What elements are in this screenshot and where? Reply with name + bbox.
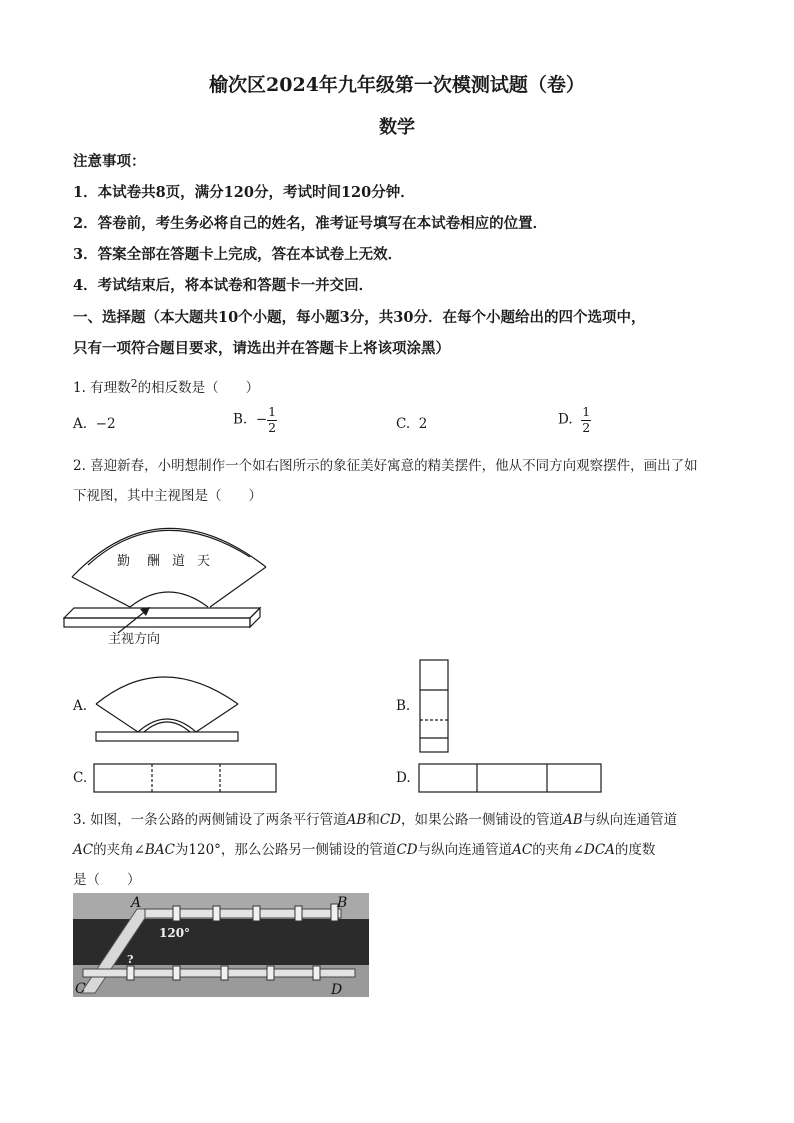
- q2-option-b-label: B.: [396, 698, 411, 714]
- q3-text: 3. 如图，一条公路的两侧铺设了两条平行管道: [73, 812, 347, 828]
- section-heading-line2: 只有一项符合题目要求，请选出并在答题卡上将该项涂黑）: [73, 340, 450, 357]
- notice-item-4: 4．考试结束后，将本试卷和答题卡一并交回．: [73, 277, 374, 294]
- q1-prefix: 1. 有理数: [73, 380, 131, 396]
- question-2-line2: 下视图，其中主视图是（ ）: [73, 488, 262, 504]
- minus-sign: −: [255, 411, 268, 428]
- q3-text: 的夹角: [532, 842, 573, 858]
- exam-title: 榆次区2024年九年级第一次模测试题（卷）: [209, 74, 585, 96]
- numerator: 1: [268, 404, 277, 419]
- var-ab: AB: [563, 812, 583, 828]
- q2-option-c-figure: [92, 762, 278, 794]
- fan-char-2: 酬: [147, 554, 161, 569]
- q1-option-c: [396, 416, 427, 432]
- option-value: −2: [95, 416, 116, 432]
- option-label: C.: [396, 416, 411, 432]
- question-2-line1: 2. 喜迎新春，小明想制作一个如右图所示的象征美好寓意的精美摆件，他从不同方向观察摆件，画出了如: [73, 458, 698, 474]
- numerator: 1: [582, 404, 591, 419]
- q1-suffix: 的相反数是（ ）: [137, 380, 260, 396]
- photo-unknown-label: ?: [127, 953, 134, 966]
- q1-number: 2: [130, 377, 138, 390]
- denominator: 2: [582, 419, 591, 435]
- q2-option-d-label: D.: [396, 770, 411, 786]
- q1-option-d: [558, 406, 591, 434]
- option-label: A.: [73, 416, 88, 432]
- q2-option-c-label: C.: [73, 770, 88, 786]
- q3-text: 与纵向连通管道: [582, 812, 678, 828]
- var-ac: AC: [512, 842, 533, 858]
- fraction: [581, 406, 591, 434]
- question-3-line2: [73, 838, 655, 858]
- q1-option-b: [233, 406, 277, 434]
- angle-bac: ∠BAC: [133, 842, 175, 858]
- q2-option-a-label: A.: [73, 698, 88, 714]
- notice-item-2: 2．答卷前，考生务必将自己的姓名，准考证号填写在本试卷相应的位置．: [73, 215, 548, 232]
- q3-text: ，如果公路一侧铺设的管道: [401, 812, 563, 828]
- notice-item-1: 1．本试卷共8页，满分120分，考试时间120分钟．: [73, 184, 415, 201]
- q2-option-d-figure: [417, 762, 603, 794]
- q3-text: 与纵向连通管道: [417, 842, 513, 858]
- photo-label-d: D: [331, 982, 343, 997]
- photo-angle-label: 120°: [159, 926, 191, 940]
- q3-text: 为120°，那么公路另一侧铺设的管道: [174, 842, 397, 858]
- var-cd: CD: [396, 842, 418, 858]
- var-cd: CD: [379, 812, 401, 828]
- denominator: 2: [268, 419, 277, 435]
- option-label: D.: [558, 411, 573, 428]
- q3-text: 的度数: [614, 842, 656, 858]
- fraction: [267, 406, 277, 434]
- question-3-line3: 是（ ）: [73, 872, 141, 888]
- photo-label-a: A: [131, 895, 142, 911]
- question-1-stem: [73, 376, 259, 396]
- q3-text: 的夹角: [93, 842, 134, 858]
- option-value: 2: [418, 416, 428, 432]
- photo-label-c: C: [75, 981, 86, 997]
- q3-text: 和: [366, 812, 380, 828]
- direction-label: 主视方向: [108, 632, 161, 647]
- notice-heading: 注意事项：: [73, 153, 146, 170]
- question-3-line1: [73, 808, 677, 828]
- photo-label-b: B: [337, 895, 348, 911]
- q2-option-a-figure: [92, 668, 242, 746]
- fan-char-3: 道: [172, 554, 186, 569]
- q2-option-b-figure: [416, 658, 452, 754]
- fan-char-4: 天: [197, 554, 211, 569]
- angle-dca: ∠DCA: [572, 842, 615, 858]
- var-ab: AB: [346, 812, 367, 828]
- fan-char-1: 勤: [117, 554, 131, 569]
- option-label: B.: [233, 411, 248, 428]
- q1-option-a: [73, 416, 116, 432]
- pipes-road-photo: [73, 893, 369, 997]
- var-ac: AC: [73, 842, 94, 858]
- subject-title: 数学: [379, 117, 415, 138]
- section-heading-line1: 一、选择题（本大题共10个小题，每小题3分，共30分．在每个小题给出的四个选项中，: [73, 309, 646, 326]
- notice-item-3: 3．答案全部在答题卡上完成，答在本试卷上无效．: [73, 246, 403, 263]
- fan-ornament-figure: [60, 505, 290, 650]
- pipes-road-drawing: [73, 893, 369, 997]
